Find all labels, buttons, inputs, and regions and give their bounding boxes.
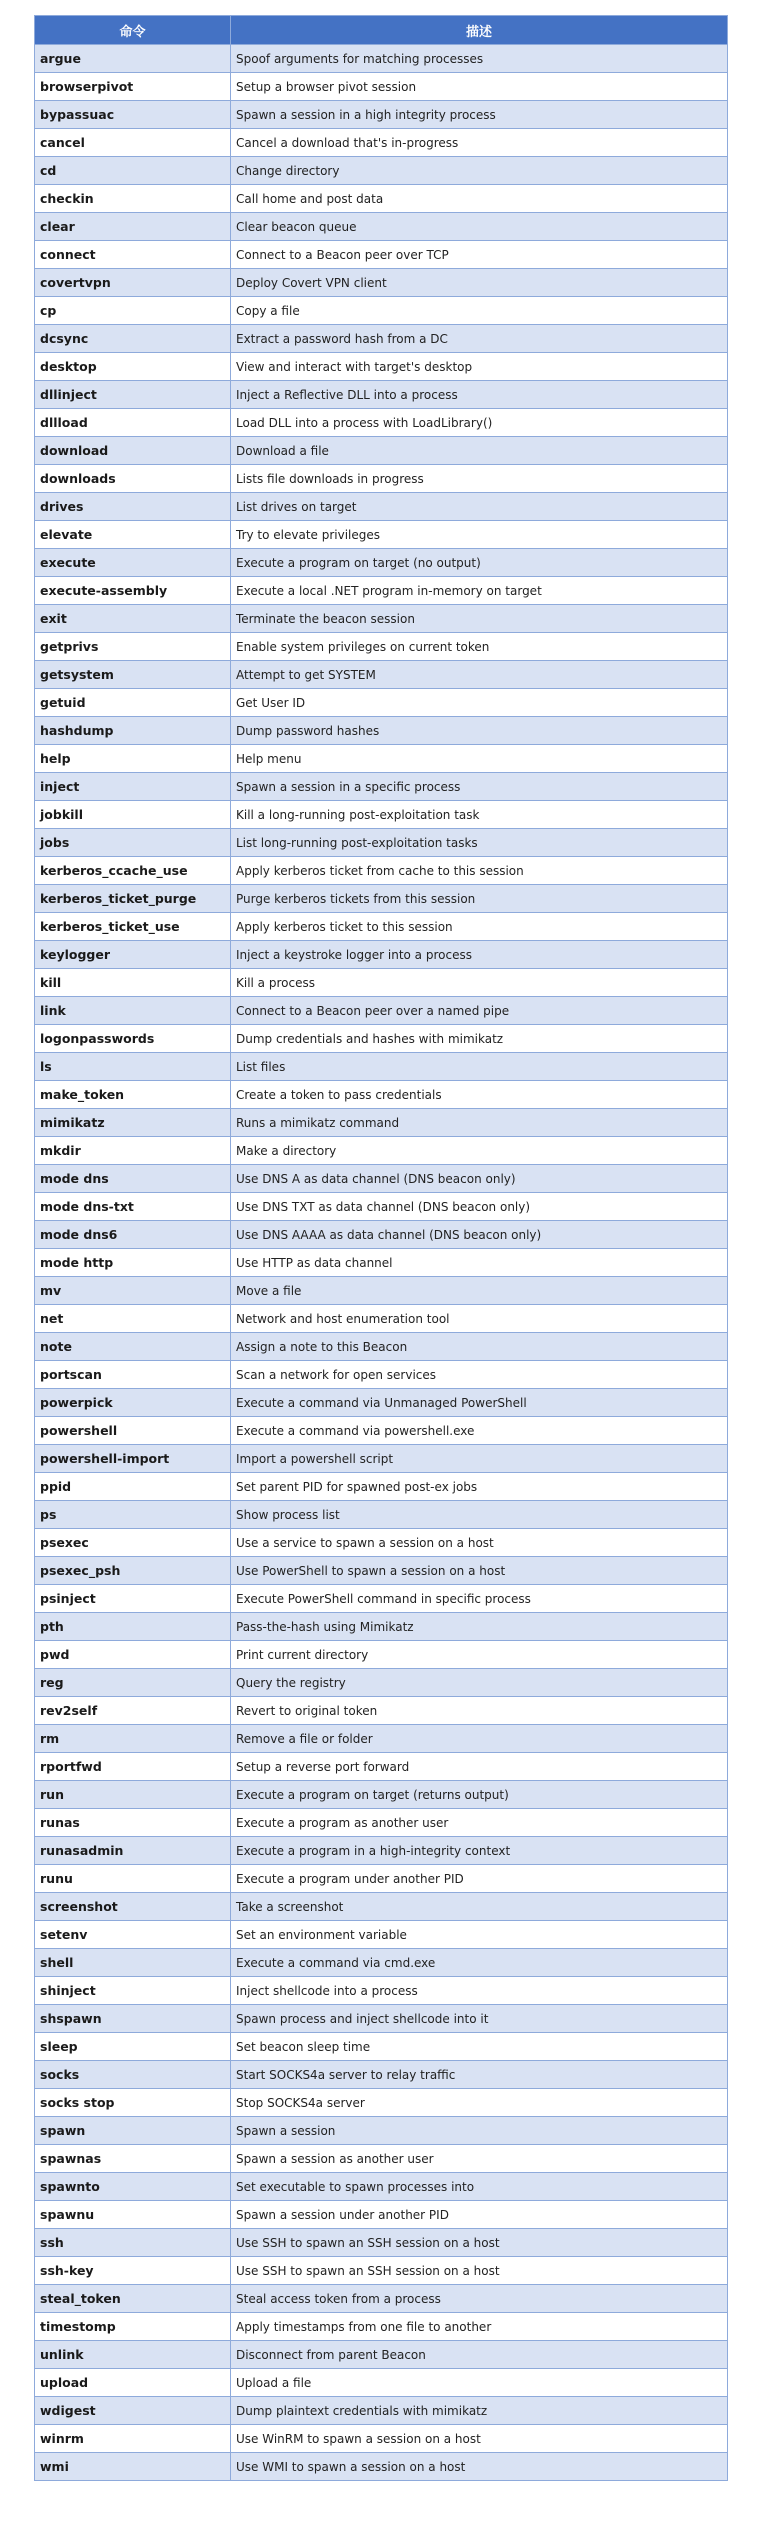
command-cell: dllinject: [35, 381, 231, 409]
command-cell: checkin: [35, 185, 231, 213]
command-cell: ls: [35, 1053, 231, 1081]
table-row: [35, 2425, 728, 2453]
table-row: [35, 969, 728, 997]
command-cell: rportfwd: [35, 1753, 231, 1781]
table-row: [35, 465, 728, 493]
table-row: [35, 717, 728, 745]
table-row: [35, 2341, 728, 2369]
table-row: [35, 1725, 728, 1753]
table-row: [35, 1697, 728, 1725]
table-row: [35, 1753, 728, 1781]
description-cell: Print current directory: [231, 1641, 728, 1669]
command-cell: spawnto: [35, 2173, 231, 2201]
description-cell: List long-running post-exploitation tasks: [231, 829, 728, 857]
table-row: [35, 2033, 728, 2061]
command-cell: getsystem: [35, 661, 231, 689]
command-cell: mimikatz: [35, 1109, 231, 1137]
command-cell: hashdump: [35, 717, 231, 745]
table-row: [35, 129, 728, 157]
command-cell: socks stop: [35, 2089, 231, 2117]
table-body: [35, 45, 728, 2481]
command-cell: keylogger: [35, 941, 231, 969]
table-row: [35, 1669, 728, 1697]
table-row: [35, 1445, 728, 1473]
command-cell: inject: [35, 773, 231, 801]
table-row: [35, 381, 728, 409]
table-row: [35, 1053, 728, 1081]
description-cell: Attempt to get SYSTEM: [231, 661, 728, 689]
table-row: [35, 1837, 728, 1865]
command-cell: pth: [35, 1613, 231, 1641]
description-cell: Download a file: [231, 437, 728, 465]
description-cell: Dump plaintext credentials with mimikatz: [231, 2397, 728, 2425]
command-cell: powershell: [35, 1417, 231, 1445]
command-cell: argue: [35, 45, 231, 73]
command-cell: link: [35, 997, 231, 1025]
description-cell: Execute a local .NET program in-memory on target: [231, 577, 728, 605]
command-cell: mode dns6: [35, 1221, 231, 1249]
table-row: [35, 1025, 728, 1053]
command-cell: reg: [35, 1669, 231, 1697]
description-cell: Use HTTP as data channel: [231, 1249, 728, 1277]
table-row: [35, 857, 728, 885]
description-cell: Execute a command via powershell.exe: [231, 1417, 728, 1445]
description-cell: Take a screenshot: [231, 1893, 728, 1921]
table-row: [35, 605, 728, 633]
command-cell: mode dns-txt: [35, 1193, 231, 1221]
command-cell: help: [35, 745, 231, 773]
description-cell: Dump credentials and hashes with mimikatz: [231, 1025, 728, 1053]
table-row: [35, 885, 728, 913]
table-row: [35, 297, 728, 325]
command-cell: wmi: [35, 2453, 231, 2481]
table-row: [35, 997, 728, 1025]
command-cell: unlink: [35, 2341, 231, 2369]
table-row: [35, 2257, 728, 2285]
command-cell: rev2self: [35, 1697, 231, 1725]
command-cell: net: [35, 1305, 231, 1333]
command-cell: socks: [35, 2061, 231, 2089]
command-cell: mv: [35, 1277, 231, 1305]
table-row: [35, 1361, 728, 1389]
table-header-row: [35, 16, 728, 45]
description-cell: Make a directory: [231, 1137, 728, 1165]
table-row: [35, 661, 728, 689]
description-cell: Deploy Covert VPN client: [231, 269, 728, 297]
command-cell: shspawn: [35, 2005, 231, 2033]
description-cell: Spawn a session under another PID: [231, 2201, 728, 2229]
table-row: [35, 1529, 728, 1557]
command-cell: ssh: [35, 2229, 231, 2257]
description-cell: Kill a process: [231, 969, 728, 997]
command-cell: spawnu: [35, 2201, 231, 2229]
description-cell: Execute a program in a high-integrity context: [231, 1837, 728, 1865]
description-cell: Upload a file: [231, 2369, 728, 2397]
command-cell: shell: [35, 1949, 231, 1977]
description-cell: Execute a program under another PID: [231, 1865, 728, 1893]
command-cell: timestomp: [35, 2313, 231, 2341]
description-cell: View and interact with target's desktop: [231, 353, 728, 381]
description-cell: Apply timestamps from one file to another: [231, 2313, 728, 2341]
description-cell: Use PowerShell to spawn a session on a host: [231, 1557, 728, 1585]
command-cell: elevate: [35, 521, 231, 549]
description-cell: Spawn a session in a specific process: [231, 773, 728, 801]
table-row: [35, 549, 728, 577]
description-cell: Scan a network for open services: [231, 1361, 728, 1389]
description-cell: Set beacon sleep time: [231, 2033, 728, 2061]
command-cell: exit: [35, 605, 231, 633]
table-row: [35, 1977, 728, 2005]
command-cell: spawn: [35, 2117, 231, 2145]
description-cell: Network and host enumeration tool: [231, 1305, 728, 1333]
description-cell: Disconnect from parent Beacon: [231, 2341, 728, 2369]
table-row: [35, 1921, 728, 1949]
command-cell: psexec_psh: [35, 1557, 231, 1585]
table-row: [35, 941, 728, 969]
command-cell: jobkill: [35, 801, 231, 829]
description-cell: Get User ID: [231, 689, 728, 717]
table-row: [35, 1221, 728, 1249]
description-cell: Extract a password hash from a DC: [231, 325, 728, 353]
description-cell: Terminate the beacon session: [231, 605, 728, 633]
table-row: [35, 185, 728, 213]
table-row: [35, 1333, 728, 1361]
command-cell: kerberos_ccache_use: [35, 857, 231, 885]
description-cell: Connect to a Beacon peer over TCP: [231, 241, 728, 269]
table-row: [35, 1557, 728, 1585]
table-row: [35, 325, 728, 353]
command-cell: cd: [35, 157, 231, 185]
table-row: [35, 2453, 728, 2481]
command-cell: mode dns: [35, 1165, 231, 1193]
description-cell: Kill a long-running post-exploitation task: [231, 801, 728, 829]
table-row: [35, 1613, 728, 1641]
description-cell: Clear beacon queue: [231, 213, 728, 241]
table-row: [35, 1109, 728, 1137]
table-row: [35, 1193, 728, 1221]
table-row: [35, 2285, 728, 2313]
table-row: [35, 2005, 728, 2033]
description-cell: Call home and post data: [231, 185, 728, 213]
table-row: [35, 913, 728, 941]
description-cell: Setup a reverse port forward: [231, 1753, 728, 1781]
table-row: [35, 773, 728, 801]
table-row: [35, 1389, 728, 1417]
description-cell: Execute a program on target (returns output): [231, 1781, 728, 1809]
command-cell: dcsync: [35, 325, 231, 353]
command-cell: rm: [35, 1725, 231, 1753]
command-cell: dllload: [35, 409, 231, 437]
command-cell: pwd: [35, 1641, 231, 1669]
command-cell: getuid: [35, 689, 231, 717]
command-cell: execute-assembly: [35, 577, 231, 605]
table-row: [35, 1641, 728, 1669]
command-cell: getprivs: [35, 633, 231, 661]
description-cell: Dump password hashes: [231, 717, 728, 745]
table-row: [35, 1417, 728, 1445]
description-cell: Show process list: [231, 1501, 728, 1529]
command-cell: cp: [35, 297, 231, 325]
description-cell: Inject a Reflective DLL into a process: [231, 381, 728, 409]
description-cell: Import a powershell script: [231, 1445, 728, 1473]
table-row: [35, 1865, 728, 1893]
table-row: [35, 45, 728, 73]
description-cell: Inject a keystroke logger into a process: [231, 941, 728, 969]
command-cell: kill: [35, 969, 231, 997]
table-row: [35, 1781, 728, 1809]
table-row: [35, 689, 728, 717]
table-row: [35, 2229, 728, 2257]
command-cell: wdigest: [35, 2397, 231, 2425]
command-cell: execute: [35, 549, 231, 577]
command-cell: runu: [35, 1865, 231, 1893]
table-row: [35, 745, 728, 773]
description-cell: Execute a command via cmd.exe: [231, 1949, 728, 1977]
table-row: [35, 101, 728, 129]
command-cell: psexec: [35, 1529, 231, 1557]
table-row: [35, 1137, 728, 1165]
command-cell: ps: [35, 1501, 231, 1529]
table-row: [35, 1305, 728, 1333]
table-row: [35, 2145, 728, 2173]
command-cell: note: [35, 1333, 231, 1361]
table-row: [35, 2313, 728, 2341]
command-cell: portscan: [35, 1361, 231, 1389]
description-cell: Copy a file: [231, 297, 728, 325]
description-cell: List files: [231, 1053, 728, 1081]
table-row: [35, 157, 728, 185]
description-cell: Inject shellcode into a process: [231, 1977, 728, 2005]
description-cell: Help menu: [231, 745, 728, 773]
table-row: [35, 1893, 728, 1921]
description-cell: Lists file downloads in progress: [231, 465, 728, 493]
header-command: 命令: [35, 16, 231, 45]
command-cell: covertvpn: [35, 269, 231, 297]
description-cell: Set an environment variable: [231, 1921, 728, 1949]
command-cell: steal_token: [35, 2285, 231, 2313]
command-cell: connect: [35, 241, 231, 269]
table-row: [35, 213, 728, 241]
table-row: [35, 437, 728, 465]
command-cell: kerberos_ticket_purge: [35, 885, 231, 913]
description-cell: Spawn a session in a high integrity process: [231, 101, 728, 129]
description-cell: Use WinRM to spawn a session on a host: [231, 2425, 728, 2453]
table-row: [35, 1809, 728, 1837]
command-cell: psinject: [35, 1585, 231, 1613]
description-cell: Steal access token from a process: [231, 2285, 728, 2313]
description-cell: Spoof arguments for matching processes: [231, 45, 728, 73]
table-row: [35, 353, 728, 381]
command-cell: powershell-import: [35, 1445, 231, 1473]
command-cell: download: [35, 437, 231, 465]
description-cell: Purge kerberos tickets from this session: [231, 885, 728, 913]
description-cell: Execute a command via Unmanaged PowerShell: [231, 1389, 728, 1417]
description-cell: Spawn a session: [231, 2117, 728, 2145]
description-cell: Spawn a session as another user: [231, 2145, 728, 2173]
description-cell: Use a service to spawn a session on a host: [231, 1529, 728, 1557]
description-cell: Spawn process and inject shellcode into it: [231, 2005, 728, 2033]
command-cell: shinject: [35, 1977, 231, 2005]
description-cell: Start SOCKS4a server to relay traffic: [231, 2061, 728, 2089]
table-row: [35, 1473, 728, 1501]
description-cell: Execute a program as another user: [231, 1809, 728, 1837]
command-cell: spawnas: [35, 2145, 231, 2173]
command-cell: cancel: [35, 129, 231, 157]
description-cell: Use SSH to spawn an SSH session on a host: [231, 2257, 728, 2285]
description-cell: List drives on target: [231, 493, 728, 521]
command-cell: downloads: [35, 465, 231, 493]
table-row: [35, 73, 728, 101]
command-cell: mkdir: [35, 1137, 231, 1165]
description-cell: Set executable to spawn processes into: [231, 2173, 728, 2201]
command-cell: runasadmin: [35, 1837, 231, 1865]
table-row: [35, 577, 728, 605]
description-cell: Use SSH to spawn an SSH session on a host: [231, 2229, 728, 2257]
description-cell: Remove a file or folder: [231, 1725, 728, 1753]
table-row: [35, 801, 728, 829]
command-cell: upload: [35, 2369, 231, 2397]
table-row: [35, 269, 728, 297]
description-cell: Use DNS A as data channel (DNS beacon only): [231, 1165, 728, 1193]
description-cell: Apply kerberos ticket from cache to this session: [231, 857, 728, 885]
command-cell: run: [35, 1781, 231, 1809]
description-cell: Change directory: [231, 157, 728, 185]
table-row: [35, 1585, 728, 1613]
command-cell: mode http: [35, 1249, 231, 1277]
table-row: [35, 1165, 728, 1193]
description-cell: Create a token to pass credentials: [231, 1081, 728, 1109]
command-cell: screenshot: [35, 1893, 231, 1921]
description-cell: Apply kerberos ticket to this session: [231, 913, 728, 941]
table-row: [35, 521, 728, 549]
table-row: [35, 2173, 728, 2201]
table-row: [35, 633, 728, 661]
command-table: [34, 15, 728, 2481]
table-row: [35, 1277, 728, 1305]
command-cell: clear: [35, 213, 231, 241]
command-cell: setenv: [35, 1921, 231, 1949]
table-row: [35, 2369, 728, 2397]
command-cell: make_token: [35, 1081, 231, 1109]
description-cell: Execute PowerShell command in specific process: [231, 1585, 728, 1613]
description-cell: Assign a note to this Beacon: [231, 1333, 728, 1361]
table-row: [35, 241, 728, 269]
table-row: [35, 493, 728, 521]
description-cell: Pass-the-hash using Mimikatz: [231, 1613, 728, 1641]
command-cell: logonpasswords: [35, 1025, 231, 1053]
table-row: [35, 2117, 728, 2145]
description-cell: Runs a mimikatz command: [231, 1109, 728, 1137]
description-cell: Query the registry: [231, 1669, 728, 1697]
table-row: [35, 1081, 728, 1109]
table-row: [35, 2061, 728, 2089]
table-row: [35, 409, 728, 437]
table-row: [35, 1249, 728, 1277]
description-cell: Use DNS TXT as data channel (DNS beacon only): [231, 1193, 728, 1221]
description-cell: Stop SOCKS4a server: [231, 2089, 728, 2117]
command-cell: bypassuac: [35, 101, 231, 129]
command-cell: ssh-key: [35, 2257, 231, 2285]
description-cell: Set parent PID for spawned post-ex jobs: [231, 1473, 728, 1501]
command-cell: runas: [35, 1809, 231, 1837]
description-cell: Setup a browser pivot session: [231, 73, 728, 101]
table-row: [35, 1501, 728, 1529]
command-cell: kerberos_ticket_use: [35, 913, 231, 941]
table-row: [35, 2397, 728, 2425]
table-row: [35, 1949, 728, 1977]
description-cell: Connect to a Beacon peer over a named pipe: [231, 997, 728, 1025]
table-row: [35, 829, 728, 857]
table-row: [35, 2201, 728, 2229]
description-cell: Move a file: [231, 1277, 728, 1305]
description-cell: Revert to original token: [231, 1697, 728, 1725]
description-cell: Cancel a download that's in-progress: [231, 129, 728, 157]
command-cell: winrm: [35, 2425, 231, 2453]
description-cell: Enable system privileges on current token: [231, 633, 728, 661]
command-cell: drives: [35, 493, 231, 521]
command-cell: powerpick: [35, 1389, 231, 1417]
command-cell: desktop: [35, 353, 231, 381]
description-cell: Load DLL into a process with LoadLibrary(): [231, 409, 728, 437]
description-cell: Execute a program on target (no output): [231, 549, 728, 577]
command-cell: browserpivot: [35, 73, 231, 101]
command-cell: ppid: [35, 1473, 231, 1501]
table-row: [35, 2089, 728, 2117]
description-cell: Use WMI to spawn a session on a host: [231, 2453, 728, 2481]
header-description: 描述: [231, 16, 728, 45]
description-cell: Try to elevate privileges: [231, 521, 728, 549]
command-cell: jobs: [35, 829, 231, 857]
description-cell: Use DNS AAAA as data channel (DNS beacon only): [231, 1221, 728, 1249]
command-cell: sleep: [35, 2033, 231, 2061]
